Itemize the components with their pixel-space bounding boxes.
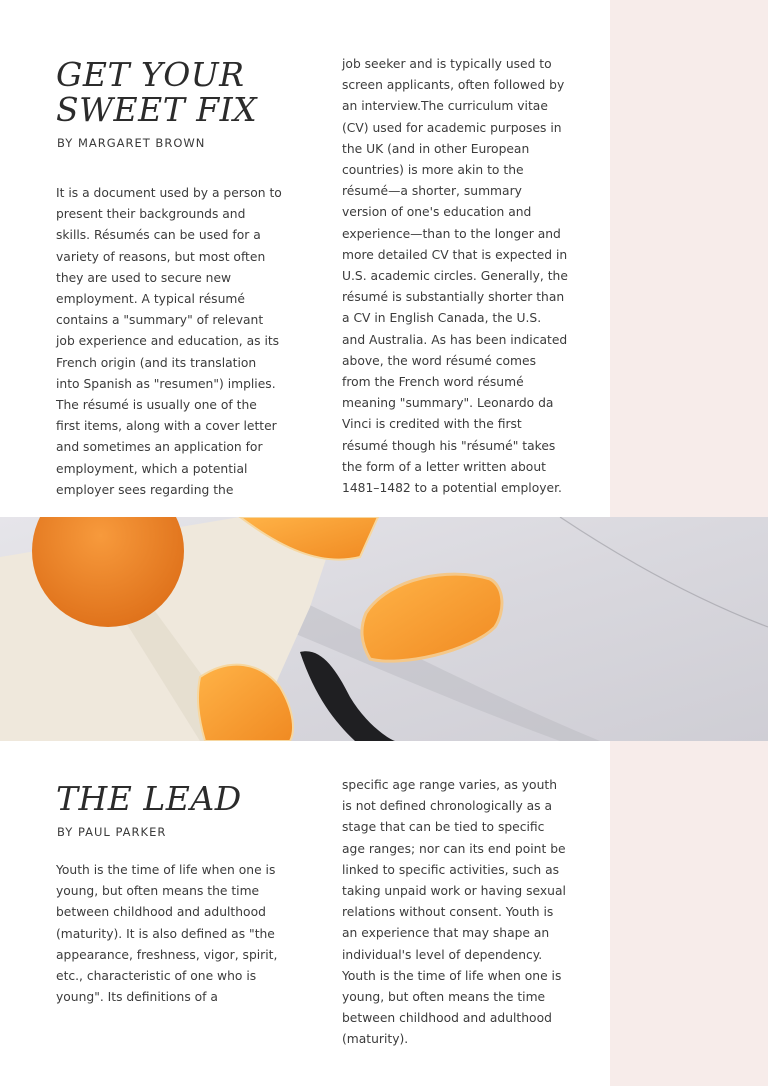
- oranges-illustration: [0, 517, 768, 741]
- article-body-column-right: job seeker and is typically used to screen applicants, often followed by an interview.The curriculum vitae (CV) used for academic purposes in the UK (and in other European countries) is more akin to the résumé—a shorter, summary version of one's education and experience—than to the longer and more detailed CV that is expected in U.S. academic circles. Generally, the résumé is substantially shorter than a CV in English Canada, the U.S. and Australia. As has been indicated above, the word résumé comes from the French word résumé meaning "summary". Leonardo da Vinci is credited with the first résumé though his "résumé" takes the form of a letter written about 1481–1482 to a potential employer.: [342, 57, 568, 496]
- article-body-column-left: It is a document used by a person to present their backgrounds and skills. Résumés can be used for a variety of reasons, but most often they are used to secure new employment. A typical résumé contains a "summary" of relevant job experience and education, as its French origin (and its translation into Spanish as "resumen") implies. The résumé is usually one of the first items, along with a cover letter and sometimes an application for employment, which a potential employer sees regarding the: [56, 186, 282, 497]
- article-title: THE LEAD: [56, 779, 242, 818]
- article-byline: BY PAUL PARKER: [57, 825, 167, 839]
- article-body-column-left: Youth is the time of life when one is young, but often means the time between childhood and adulthood (maturity). It is also defined as "the appearance, freshness, vigor, spirit, etc., characteristic of one who is young". Its definitions of a: [56, 863, 278, 1005]
- article-byline: BY MARGARET BROWN: [57, 136, 206, 150]
- article-body-column-right: specific age range varies, as youth is not defined chronologically as a stage that can be tied to specific age ranges; nor can its end point be linked to specific activities, such as taking unpaid work or having sexual relations without consent. Youth is an experience that may shape an individual's level of dependency. Youth is the time of life when one is young, but often means the time between childhood and adulthood (maturity).: [342, 778, 566, 1047]
- article-title: GET YOUR SWEET FIX: [56, 55, 258, 129]
- oranges-photo: [0, 517, 768, 741]
